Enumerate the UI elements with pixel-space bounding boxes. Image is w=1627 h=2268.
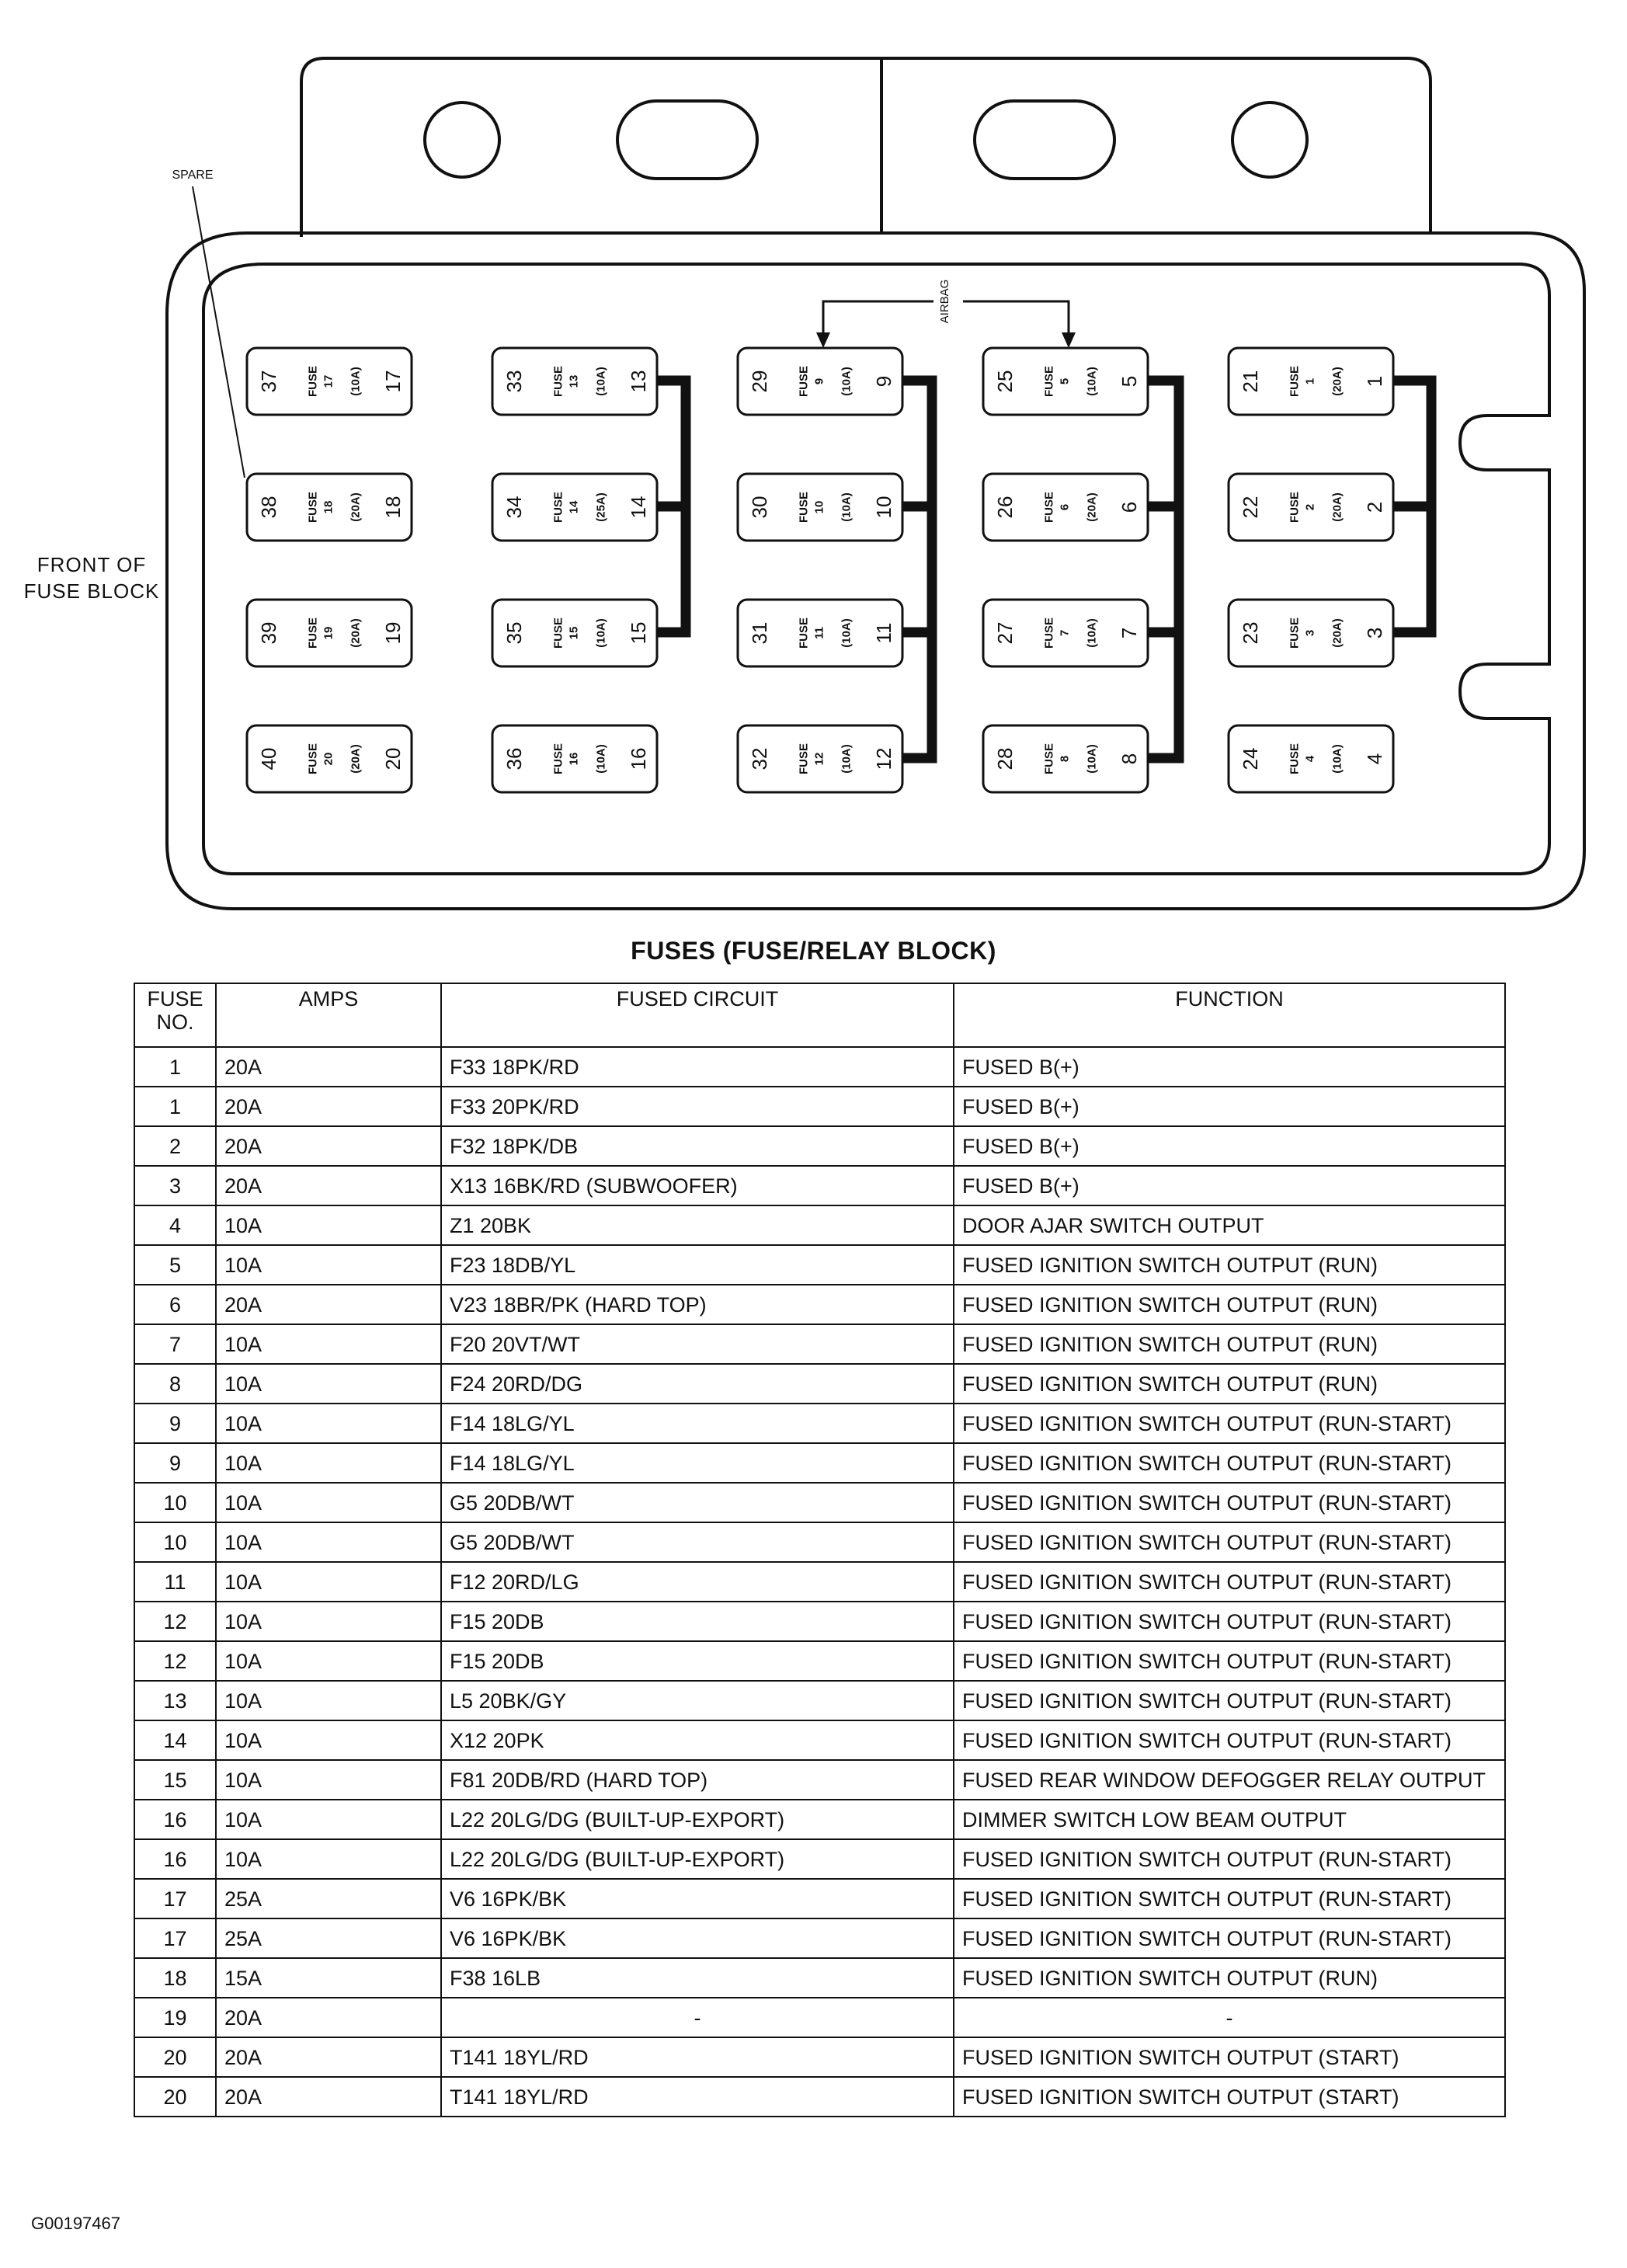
fuse-number: 1 (1303, 377, 1317, 385)
fuse-word: FUSE (1288, 743, 1302, 775)
cell-amps: 10A (216, 1760, 441, 1800)
airbag-label: AIRBAG (938, 279, 951, 324)
cell-fused-circuit: L5 20BK/GY (441, 1681, 954, 1720)
table-row (134, 1047, 1505, 1087)
front-of-fuse-block-label (22, 551, 162, 604)
cell-function: DOOR AJAR SWITCH OUTPUT (954, 1205, 1505, 1245)
fuse-cavity-number: 24 (1239, 747, 1262, 770)
cell-fuse-no: 12 (134, 1641, 216, 1681)
fuse-amperage: (10A) (1330, 744, 1344, 774)
fuse-terminal-number: 5 (1118, 375, 1141, 388)
fuse-number: 4 (1303, 755, 1317, 763)
cell-function: FUSED IGNITION SWITCH OUTPUT (START) (954, 2037, 1505, 2077)
fuse-block-outer (167, 233, 1584, 909)
cell-amps: 15A (216, 1958, 441, 1998)
cell-fuse-no: 5 (134, 1245, 216, 1285)
cell-fuse-no: 3 (134, 1166, 216, 1205)
cell-amps: 20A (216, 1126, 441, 1166)
cell-function: FUSED IGNITION SWITCH OUTPUT (RUN-START) (954, 1720, 1505, 1760)
cell-fused-circuit: F33 18PK/RD (441, 1047, 954, 1087)
fuse-amperage: (20A) (1330, 618, 1344, 648)
fuse-terminal-number: 16 (627, 747, 650, 770)
fuse-word: FUSE (551, 491, 565, 524)
fuse-number: 11 (812, 627, 826, 639)
fuse-terminal-number: 14 (627, 496, 650, 519)
cell-function: FUSED IGNITION SWITCH OUTPUT (RUN-START) (954, 1879, 1505, 1918)
fuse-amperage: (10A) (840, 618, 853, 648)
fuse-cavity-number: 34 (502, 496, 526, 519)
cell-function: FUSED B(+) (954, 1126, 1505, 1166)
table-row (134, 1958, 1505, 1998)
cell-amps: 10A (216, 1443, 441, 1483)
table-row (134, 1998, 1505, 2037)
cell-fused-circuit: - (441, 1998, 954, 2037)
cell-function: FUSED REAR WINDOW DEFOGGER RELAY OUTPUT (954, 1760, 1505, 1800)
cell-amps: 20A (216, 2037, 441, 2077)
airbag-leader-left (823, 301, 933, 334)
fuse-terminal-number: 7 (1118, 627, 1141, 639)
fuse-number: 15 (567, 626, 581, 640)
cell-function: FUSED B(+) (954, 1087, 1505, 1126)
cell-amps: 25A (216, 1879, 441, 1918)
bus-bar-9-12 (903, 381, 932, 758)
fuse-word: FUSE (797, 365, 811, 398)
cell-amps: 10A (216, 1522, 441, 1562)
cell-fused-circuit: Z1 20BK (441, 1205, 954, 1245)
mount-slot-2 (975, 101, 1114, 179)
cell-fused-circuit: F14 18LG/YL (441, 1443, 954, 1483)
cell-fuse-no: 10 (134, 1483, 216, 1522)
fuse-slot (738, 348, 902, 415)
fuse-slot (738, 474, 902, 541)
fuse-amperage: (20A) (1330, 367, 1344, 396)
fuse-cavity-number: 22 (1239, 496, 1262, 519)
fuse-terminal-number: 2 (1363, 501, 1386, 513)
table-row (134, 1364, 1505, 1404)
fuse-terminal-number: 4 (1363, 753, 1386, 765)
cell-amps: 20A (216, 1047, 441, 1087)
cell-fused-circuit: L22 20LG/DG (BUILT-UP-EXPORT) (441, 1800, 954, 1839)
cell-fused-circuit: F33 20PK/RD (441, 1087, 954, 1126)
table-title: FUSES (FUSE/RELAY BLOCK) (631, 937, 996, 965)
fuse-slot (247, 474, 412, 541)
fuse-cavity-number: 25 (993, 370, 1017, 393)
table-row (134, 1760, 1505, 1800)
fuse-number: 3 (1303, 629, 1317, 637)
cell-fused-circuit: F15 20DB (441, 1641, 954, 1681)
fuse-number: 14 (567, 500, 581, 514)
cell-fuse-no: 9 (134, 1404, 216, 1443)
fuse-word: FUSE (551, 617, 565, 649)
fuse-cavity-number: 31 (748, 621, 771, 645)
fuse-table (134, 983, 1506, 2117)
fuse-cavity-number: 39 (257, 621, 280, 645)
fuse-word: FUSE (1042, 743, 1056, 775)
cell-function: FUSED IGNITION SWITCH OUTPUT (RUN-START) (954, 1562, 1505, 1602)
fuse-number: 12 (812, 752, 826, 766)
fuse-amperage: (10A) (1085, 744, 1099, 774)
fuse-number: 2 (1303, 503, 1317, 511)
cell-fused-circuit: G5 20DB/WT (441, 1522, 954, 1562)
fuse-word: FUSE (1288, 617, 1302, 649)
cell-fused-circuit: T141 18YL/RD (441, 2037, 954, 2077)
cell-fuse-no: 20 (134, 2077, 216, 2117)
mount-slot-1 (617, 101, 757, 179)
cell-fused-circuit: G5 20DB/WT (441, 1483, 954, 1522)
cell-fuse-no: 16 (134, 1839, 216, 1879)
fuse-cavity-number: 36 (502, 747, 526, 770)
cell-function: FUSED IGNITION SWITCH OUTPUT (RUN-START) (954, 1404, 1505, 1443)
fuse-amperage: (10A) (594, 367, 608, 396)
fuse-number: 16 (567, 752, 581, 766)
cell-amps: 20A (216, 2077, 441, 2117)
fuse-amperage: (20A) (349, 492, 363, 522)
cell-amps: 10A (216, 1602, 441, 1641)
fuse-amperage: (10A) (594, 618, 608, 648)
fuse-amperage: (10A) (840, 744, 853, 774)
fuse-number: 17 (322, 374, 335, 388)
fuse-slot (1229, 348, 1393, 415)
cell-fuse-no: 19 (134, 1998, 216, 2037)
fuse-number: 13 (567, 374, 581, 388)
fuse-slot (983, 474, 1148, 541)
header-amps: AMPS (216, 983, 441, 1047)
cell-amps: 10A (216, 1839, 441, 1879)
cell-fused-circuit: V6 16PK/BK (441, 1879, 954, 1918)
fuse-amperage: (10A) (840, 367, 853, 396)
cell-amps: 20A (216, 1285, 441, 1324)
table-row (134, 1720, 1505, 1760)
cell-fuse-no: 12 (134, 1602, 216, 1641)
cell-amps: 10A (216, 1205, 441, 1245)
table-row (134, 1126, 1505, 1166)
fuse-block-diagram (0, 0, 1627, 932)
fuse-cavity-number: 28 (993, 747, 1017, 770)
cell-function: FUSED IGNITION SWITCH OUTPUT (RUN) (954, 1958, 1505, 1998)
cell-fused-circuit: T141 18YL/RD (441, 2077, 954, 2117)
fuse-cavity-number: 38 (257, 496, 280, 519)
cell-fused-circuit: F12 20RD/LG (441, 1562, 954, 1602)
table-row (134, 2037, 1505, 2077)
table-row (134, 2077, 1505, 2117)
cell-fuse-no: 2 (134, 1126, 216, 1166)
fuse-cavity-number: 33 (502, 370, 526, 393)
fuse-terminal-number: 20 (381, 747, 405, 770)
cell-fused-circuit: X13 16BK/RD (SUBWOOFER) (441, 1166, 954, 1205)
table-row (134, 1404, 1505, 1443)
cell-fuse-no: 17 (134, 1918, 216, 1958)
fuse-slot (247, 600, 412, 666)
cell-amps: 10A (216, 1404, 441, 1443)
table-row (134, 1285, 1505, 1324)
fuse-terminal-number: 3 (1363, 627, 1386, 639)
fuse-amperage: (25A) (594, 492, 608, 522)
cell-function: FUSED IGNITION SWITCH OUTPUT (RUN-START) (954, 1918, 1505, 1958)
fuse-word: FUSE (1042, 491, 1056, 524)
spare-label: SPARE (172, 169, 214, 182)
table-row (134, 1166, 1505, 1205)
fuse-amperage: (20A) (349, 744, 363, 774)
cell-amps: 10A (216, 1245, 441, 1285)
cell-amps: 25A (216, 1918, 441, 1958)
fuse-cavity-number: 35 (502, 621, 526, 645)
mount-hole-2 (1232, 103, 1307, 177)
fuse-slot (983, 600, 1148, 666)
header-function: FUNCTION (954, 983, 1505, 1047)
fuse-slot (738, 725, 902, 792)
cell-fuse-no: 1 (134, 1087, 216, 1126)
fuse-table-body (134, 1047, 1505, 2117)
fuse-word: FUSE (1042, 617, 1056, 649)
cell-fused-circuit: F23 18DB/YL (441, 1245, 954, 1285)
cell-function: FUSED IGNITION SWITCH OUTPUT (RUN) (954, 1364, 1505, 1404)
cell-fuse-no: 4 (134, 1205, 216, 1245)
fuse-slot (1229, 725, 1393, 792)
fuse-amperage: (10A) (840, 492, 853, 522)
fuse-slot (983, 725, 1148, 792)
fuse-slot (247, 725, 412, 792)
mount-hole-1 (425, 103, 499, 177)
fuse-number: 8 (1058, 755, 1072, 763)
table-row (134, 1205, 1505, 1245)
cell-fuse-no: 9 (134, 1443, 216, 1483)
fuse-word: FUSE (306, 365, 320, 398)
table-row (134, 1681, 1505, 1720)
airbag-arrow-left-icon (816, 332, 830, 348)
fuse-word: FUSE (1288, 365, 1302, 398)
cell-fused-circuit: F15 20DB (441, 1602, 954, 1641)
fuse-word: FUSE (1042, 365, 1056, 398)
table-row (134, 1324, 1505, 1364)
cell-amps: 20A (216, 1998, 441, 2037)
fuse-cavity-number: 30 (748, 496, 771, 519)
fuse-word: FUSE (551, 365, 565, 398)
cell-amps: 20A (216, 1087, 441, 1126)
cell-function: - (954, 1998, 1505, 2037)
cell-fuse-no: 13 (134, 1681, 216, 1720)
fuse-slot (492, 725, 657, 792)
cell-fuse-no: 7 (134, 1324, 216, 1364)
table-row (134, 1483, 1505, 1522)
table-header-row (134, 983, 1505, 1047)
cell-function: FUSED IGNITION SWITCH OUTPUT (RUN-START) (954, 1443, 1505, 1483)
cell-function: FUSED B(+) (954, 1166, 1505, 1205)
cell-amps: 10A (216, 1562, 441, 1602)
cell-fused-circuit: F20 20VT/WT (441, 1324, 954, 1364)
fuse-cavity-number: 40 (257, 747, 280, 770)
table-row (134, 1602, 1505, 1641)
fuse-word: FUSE (306, 617, 320, 649)
cell-fused-circuit: F81 20DB/RD (HARD TOP) (441, 1760, 954, 1800)
fuse-terminal-number: 19 (381, 621, 405, 645)
fuse-number: 19 (322, 626, 335, 640)
fuse-amperage: (10A) (1085, 618, 1099, 648)
fuse-terminal-number: 18 (381, 496, 405, 519)
cell-fused-circuit: V6 16PK/BK (441, 1918, 954, 1958)
spare-leader-line (193, 186, 245, 478)
fuse-amperage: (10A) (1085, 367, 1099, 396)
fuse-amperage: (20A) (1085, 492, 1099, 522)
fuse-word: FUSE (797, 491, 811, 524)
fuse-cavity-number: 32 (748, 747, 771, 770)
cell-fuse-no: 11 (134, 1562, 216, 1602)
fuse-terminal-number: 1 (1363, 375, 1386, 388)
cell-function: FUSED IGNITION SWITCH OUTPUT (START) (954, 2077, 1505, 2117)
fuse-amperage: (10A) (349, 367, 363, 396)
cell-function: FUSED IGNITION SWITCH OUTPUT (RUN-START) (954, 1839, 1505, 1879)
cell-amps: 10A (216, 1364, 441, 1404)
fuse-cavity-number: 23 (1239, 621, 1262, 645)
cell-function: FUSED IGNITION SWITCH OUTPUT (RUN-START) (954, 1602, 1505, 1641)
cell-function: FUSED IGNITION SWITCH OUTPUT (RUN-START) (954, 1681, 1505, 1720)
fuse-number: 20 (322, 752, 335, 766)
airbag-arrow-right-icon (1062, 332, 1076, 348)
table-row (134, 1087, 1505, 1126)
fuse-slot (492, 474, 657, 541)
fuse-number: 7 (1058, 629, 1072, 637)
front-label-line-2: FUSE BLOCK (23, 579, 160, 603)
fuse-word: FUSE (306, 491, 320, 524)
fuse-terminal-number: 17 (381, 370, 405, 393)
cell-function: FUSED IGNITION SWITCH OUTPUT (RUN) (954, 1245, 1505, 1285)
fuse-terminal-number: 9 (872, 375, 895, 388)
cell-fuse-no: 16 (134, 1800, 216, 1839)
fuse-terminal-number: 15 (627, 621, 650, 645)
fuse-word: FUSE (1288, 491, 1302, 524)
cell-function: FUSED IGNITION SWITCH OUTPUT (RUN-START) (954, 1641, 1505, 1681)
cell-fuse-no: 15 (134, 1760, 216, 1800)
cell-fused-circuit: F14 18LG/YL (441, 1404, 954, 1443)
header-fuse-no: FUSE NO. (134, 983, 216, 1047)
fuse-block-inner (203, 264, 1549, 874)
cell-function: FUSED IGNITION SWITCH OUTPUT (RUN-START) (954, 1483, 1505, 1522)
cell-fuse-no: 20 (134, 2037, 216, 2077)
cell-fuse-no: 8 (134, 1364, 216, 1404)
fuse-amperage: (20A) (1330, 492, 1344, 522)
fuse-number: 10 (812, 500, 826, 514)
front-label-line-1: FRONT OF (37, 553, 147, 576)
bus-bar-5-8 (1149, 381, 1179, 758)
cell-amps: 10A (216, 1324, 441, 1364)
fuse-number: 18 (322, 500, 335, 514)
table-row (134, 1641, 1505, 1681)
cell-fuse-no: 17 (134, 1879, 216, 1918)
fuse-terminal-number: 13 (627, 370, 650, 393)
cell-amps: 20A (216, 1166, 441, 1205)
table-row (134, 1522, 1505, 1562)
cell-fuse-no: 18 (134, 1958, 216, 1998)
cell-fused-circuit: F24 20RD/DG (441, 1364, 954, 1404)
fuse-terminal-number: 12 (872, 747, 895, 770)
cell-fuse-no: 14 (134, 1720, 216, 1760)
cell-fuse-no: 1 (134, 1047, 216, 1087)
cell-function: FUSED B(+) (954, 1047, 1505, 1087)
cell-amps: 10A (216, 1681, 441, 1720)
table-row (134, 1839, 1505, 1879)
fuse-number: 9 (812, 377, 826, 385)
cell-fused-circuit: L22 20LG/DG (BUILT-UP-EXPORT) (441, 1839, 954, 1879)
cell-fused-circuit: X12 20PK (441, 1720, 954, 1760)
fuse-word: FUSE (551, 743, 565, 775)
fuse-slot (738, 600, 902, 666)
cell-fused-circuit: V23 18BR/PK (HARD TOP) (441, 1285, 954, 1324)
fuse-slots (247, 348, 1393, 792)
cell-fused-circuit: F32 18PK/DB (441, 1126, 954, 1166)
fuse-word: FUSE (306, 743, 320, 775)
table-row (134, 1879, 1505, 1918)
fuse-number: 5 (1058, 377, 1072, 385)
fuse-slot (1229, 600, 1393, 666)
fuse-number: 6 (1058, 503, 1072, 511)
cell-function: FUSED IGNITION SWITCH OUTPUT (RUN-START) (954, 1522, 1505, 1562)
table-row (134, 1443, 1505, 1483)
cell-fuse-no: 6 (134, 1285, 216, 1324)
fuse-cavity-number: 37 (257, 370, 280, 393)
fuse-slot (492, 348, 657, 415)
fuse-slot (247, 348, 412, 415)
fuse-cavity-number: 29 (748, 370, 771, 393)
fuse-cavity-number: 21 (1239, 370, 1262, 393)
header-fused-circuit: FUSED CIRCUIT (441, 983, 954, 1047)
fuse-terminal-number: 6 (1118, 501, 1141, 513)
fuse-terminal-number: 10 (872, 496, 895, 519)
fuse-amperage: (10A) (594, 744, 608, 774)
fuse-word: FUSE (797, 617, 811, 649)
fuse-slot (492, 600, 657, 666)
cell-function: FUSED IGNITION SWITCH OUTPUT (RUN) (954, 1324, 1505, 1364)
fuse-slot (1229, 474, 1393, 541)
fuse-cavity-number: 26 (993, 496, 1017, 519)
cell-function: DIMMER SWITCH LOW BEAM OUTPUT (954, 1800, 1505, 1839)
cell-amps: 10A (216, 1641, 441, 1681)
cell-amps: 10A (216, 1483, 441, 1522)
table-row (134, 1800, 1505, 1839)
cell-function: FUSED IGNITION SWITCH OUTPUT (RUN) (954, 1285, 1505, 1324)
cell-amps: 10A (216, 1800, 441, 1839)
fuse-cavity-number: 27 (993, 621, 1017, 645)
table-row (134, 1562, 1505, 1602)
table-row (134, 1918, 1505, 1958)
fuse-terminal-number: 8 (1118, 753, 1141, 765)
mounting-bracket (301, 58, 1431, 237)
figure-id: G00197467 (31, 2214, 120, 2233)
airbag-leader-right (963, 301, 1069, 334)
cell-fuse-no: 10 (134, 1522, 216, 1562)
cell-fused-circuit: F38 16LB (441, 1958, 954, 1998)
fuse-slot (983, 348, 1148, 415)
fuse-amperage: (20A) (349, 618, 363, 648)
cell-amps: 10A (216, 1720, 441, 1760)
table-row (134, 1245, 1505, 1285)
fuse-terminal-number: 11 (872, 622, 895, 644)
fuse-word: FUSE (797, 743, 811, 775)
